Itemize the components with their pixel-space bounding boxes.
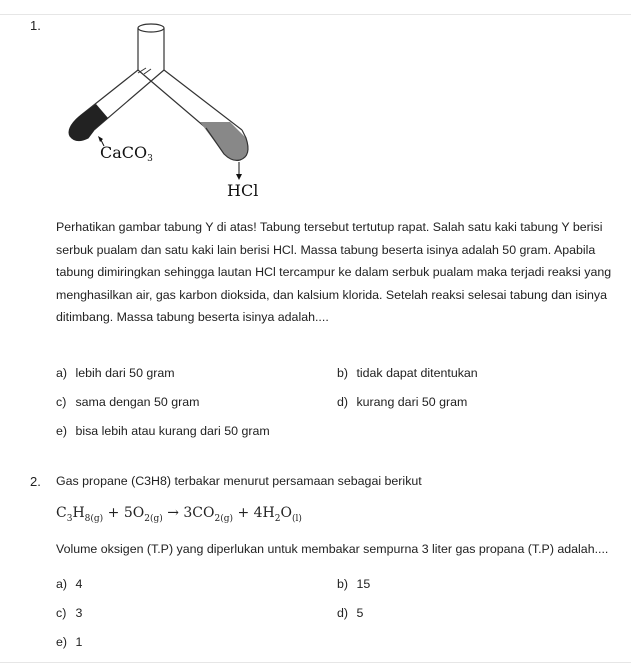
combustion-equation: $C_3H_{8(g)} + 5O_{2(g)} \to 3CO_{2(g)} + 4H_2O_{(l)}$ (56, 505, 302, 524)
hcl-label: HCl (227, 181, 259, 200)
page-top-divider (0, 14, 631, 15)
q1-text: Perhatikan gambar tabung Y di atas! Tabung tersebut tertutup rapat. Salah satu kaki tabung Y berisi serbuk pualam dan satu kaki lain berisi HCl. Massa tabung beserta isinya adalah 50 gram. Apabila tabung dimiringkan sehingga lautan HCl tercampur ke dalam serbuk pualam maka terjadi reaksi yang menghasilkan air, gas karbon dioksida, dan kalsium klorida. Setelah reaksi selesai tabung dan isinya ditimbang. Massa tabung beserta isinya adalah.... (56, 220, 612, 324)
q2-option-b[interactable]: b) 15 (337, 577, 371, 591)
tube-stem (138, 28, 164, 70)
q1-option-d[interactable]: d) kurang dari 50 gram (337, 395, 468, 409)
caco3-label: CaCO3 (100, 143, 153, 164)
q1-number: 1. (30, 18, 41, 33)
tube-opening (138, 24, 164, 32)
q2-option-e[interactable]: e) 1 (56, 635, 83, 649)
q1-option-e[interactable]: e) bisa lebih atau kurang dari 50 gram (56, 424, 270, 438)
q1-option-c[interactable]: c) sama dengan 50 gram (56, 395, 200, 409)
q2-option-d[interactable]: d) 5 (337, 606, 364, 620)
q2-intro: Gas propane (C3H8) terbakar menurut persamaan sebagai berikut (56, 474, 422, 488)
q2-option-c[interactable]: c) 3 (56, 606, 83, 620)
q1-option-b[interactable]: b) tidak dapat ditentukan (337, 366, 478, 380)
page-bottom-divider (0, 662, 631, 663)
q2-option-a[interactable]: a) 4 (56, 577, 83, 591)
q2-text: Volume oksigen (T.P) yang diperlukan untuk membakar sempurna 3 liter gas propana (T.P) adalah.... (56, 542, 609, 556)
y-tube-diagram (56, 18, 306, 208)
q1-option-a[interactable]: a) lebih dari 50 gram (56, 366, 175, 380)
q2-number: 2. (30, 474, 41, 489)
